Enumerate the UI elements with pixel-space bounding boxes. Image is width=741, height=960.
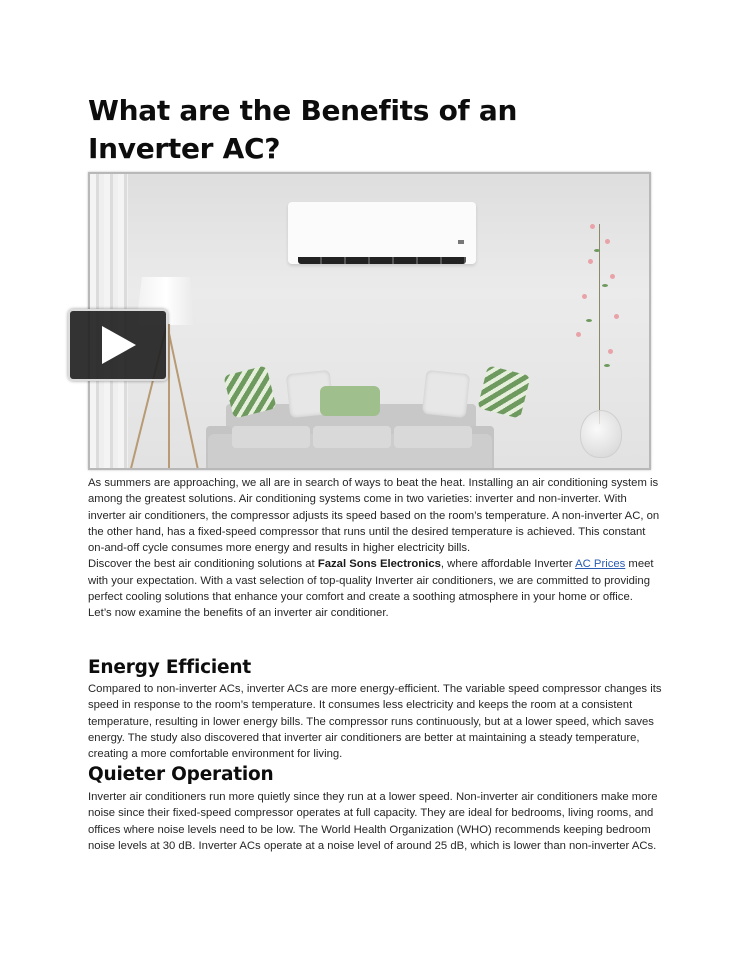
white-pillow-graphic [422,370,470,418]
leaf-graphic [586,319,592,322]
air-conditioner-graphic [288,202,476,264]
green-pillow-graphic [477,365,530,418]
intro-paragraph-3: Let’s now examine the benefits of an inverter air conditioner. [88,607,389,620]
section-heading-quieter-operation: Quieter Operation [88,764,274,785]
blossom-graphic [610,274,615,279]
section-paragraph: Inverter air conditioners run more quietly since they run at a lower speed. Non-inverter air conditioners make more noise since their fixed-speed compressor operates at full capacity. They are ideal for bedrooms, living rooms, and offices where noise levels need to be low. The World Health Organization (WHO) recommends keeping bedroom noise levels at 30 dB. Inverter ACs operate at a noise level of around 25 dB, which is lower than non-inverter ACs. [88,791,658,852]
vase-graphic [580,410,622,458]
leaf-graphic [602,284,608,287]
intro-text [88,475,663,622]
ac-prices-link[interactable]: AC Prices [575,558,626,571]
section-body-energy-efficient [88,681,663,762]
ac-vent-graphic [298,257,466,264]
sofa-cushion-graphic [394,426,472,448]
section-heading-energy-efficient: Energy Efficient [88,657,251,678]
intro-paragraph-2 [88,556,663,605]
sofa-cushion-graphic [313,426,391,448]
leaf-graphic [594,249,600,252]
section-body-quieter-operation [88,789,663,854]
hero-image [88,172,651,470]
flower-stem-graphic [599,224,600,424]
blossom-graphic [590,224,595,229]
blossom-graphic [614,314,619,319]
blossom-graphic [588,259,593,264]
play-button[interactable] [68,309,168,381]
section-paragraph: Compared to non-inverter ACs, inverter ACs are more energy-efficient. The variable speed compressor changes its speed in response to the room’s temperature. It consumes less electricity and keeps the room at a consistent temperature, resulting in lower energy bills. The compressor runs continuously, but at a lower speed, which saves energy. The study also discovered that inverter air conditioners are better at maintaining a steady temperature, creating a more comfortable environment for living. [88,683,662,761]
blossom-graphic [582,294,587,299]
green-cushion-graphic [320,386,380,416]
intro-paragraph-1: As summers are approaching, we all are in search of ways to beat the heat. Installing an air conditioning system is among the greatest solutions. Air conditioning systems come in two varieties: inverter and non-inverter. With inverter air conditioners, the compressor adjusts its speed based on the room’s temperature. A non-inverter AC, on the other hand, has a fixed-speed compressor that runs until the desired temperature is achieved. This constant on-and-off cycle consumes more energy and results in higher electricity bills. [88,477,660,555]
brand-name: Fazal Sons Electronics [317,558,441,571]
intro-text-segment: meet with your expectation. With a vast selection of top-quality Inverter air conditioners, we are committed to providing perfect cooling solutions that enhance your comfort and create a soothing atmosphere in your home or office. [88,558,654,604]
sofa-cushion-graphic [232,426,310,448]
intro-text-segment: , where affordable Inverter [440,558,576,571]
lamp-leg-graphic [168,324,170,470]
lamp-leg-graphic [166,324,199,470]
leaf-graphic [604,364,610,367]
blossom-graphic [605,239,610,244]
blossom-graphic [576,332,581,337]
ac-logo-graphic [458,240,464,244]
page-title: What are the Benefits of an Inverter AC? [88,94,518,165]
blossom-graphic [608,349,613,354]
play-icon [98,324,138,366]
intro-text-segment: Discover the best air conditioning solutions at [88,558,318,571]
